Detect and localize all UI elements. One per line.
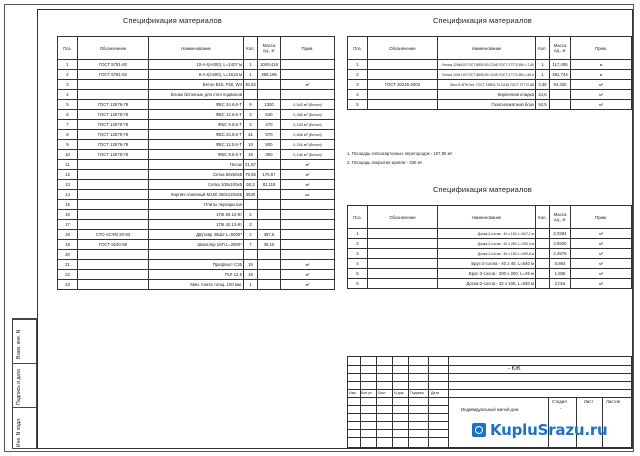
- column-header: Кол.: [536, 37, 550, 60]
- table-cell: Песок: [149, 160, 244, 170]
- table-cell: 2,4576: [550, 249, 571, 259]
- table-cell: шт.: [281, 190, 335, 200]
- table-cell: 3: [348, 80, 368, 90]
- notes: [347, 149, 453, 167]
- table-cell: ФБС 12.5.6-Т: [149, 140, 244, 150]
- table-cell: 79,55: [244, 170, 258, 180]
- table-header-row: [348, 37, 632, 60]
- watermark[interactable]: [472, 418, 634, 442]
- table-cell: [258, 270, 281, 280]
- table-row: [58, 180, 335, 190]
- table-cell: [78, 250, 149, 260]
- table-cell: 10-А-I(А400), L=1407 м: [149, 60, 244, 70]
- table-cell: 1: [348, 229, 368, 239]
- table-cell: 1: [348, 60, 368, 70]
- table-cell: ГОСТ 5781-82: [78, 60, 149, 70]
- table-cell: Уголок 125х8-В ГОСТ 8509-93 С245 ГОСТ 27772-88 L=7,60: [438, 60, 536, 70]
- table-cell: 117,495: [550, 60, 571, 70]
- table-cell: 3: [244, 220, 258, 230]
- table-cell: [536, 259, 550, 269]
- table-header-row: [348, 206, 632, 229]
- table-cell: ГОСТ 13579-78: [78, 130, 149, 140]
- table-row: [58, 60, 335, 70]
- table-cell: м³: [571, 100, 632, 110]
- drawing-code: - КЖ: [508, 366, 521, 372]
- table-cell: [281, 60, 335, 70]
- column-header: Масса ед., кг: [550, 206, 571, 229]
- table-cell: [258, 90, 281, 100]
- table-cell: м³: [571, 239, 632, 249]
- table-row: [58, 260, 335, 270]
- table-cell: [550, 90, 571, 100]
- table-cell: м³: [571, 229, 632, 239]
- table-cell: 3: [244, 120, 258, 130]
- table-cell: м³: [281, 80, 335, 90]
- table-row: [348, 239, 632, 249]
- table-cell: [368, 269, 438, 279]
- side-stamp-label-2: Подпись и дата: [16, 369, 22, 405]
- table-row: [58, 280, 335, 290]
- table-cell: [281, 220, 335, 230]
- column-header: Поз.: [348, 206, 368, 229]
- table-cell: [368, 239, 438, 249]
- table-row: [58, 240, 335, 250]
- table-cell: м³: [571, 259, 632, 269]
- tb-stage-value: -: [560, 406, 562, 411]
- table-cell: 6: [348, 279, 368, 289]
- table-cell: [78, 170, 149, 180]
- table-cell: [244, 250, 258, 260]
- table-cell: 2: [348, 70, 368, 80]
- table-cell: [244, 200, 258, 210]
- table-cell: Кирпичная кладка: [438, 90, 536, 100]
- right-spec-2-title: Спецификация материалов: [433, 185, 532, 194]
- table-row: [348, 70, 632, 80]
- table-cell: Газосиликатный блок: [438, 100, 536, 110]
- table-row: [58, 80, 335, 90]
- table-cell: м²: [281, 270, 335, 280]
- table-cell: 22: [58, 270, 78, 280]
- table-cell: [78, 180, 149, 190]
- table-cell: Сетка 50х50х5: [149, 170, 244, 180]
- table-cell: 17: [58, 220, 78, 230]
- table-cell: [368, 90, 438, 100]
- table-cell: Бетон В15, F50, W4: [149, 80, 244, 90]
- tb-col-izm: Изм.: [349, 391, 357, 395]
- table-cell: ФБС 9.5.6-Т: [149, 150, 244, 160]
- table-cell: 1: [536, 60, 550, 70]
- tb-sheet-header: Лист: [584, 399, 594, 404]
- search-icon: [472, 423, 486, 437]
- table-cell: [258, 80, 281, 90]
- note-1: 1. Площадь гипсокартонных перегородок - 107,85 м².: [347, 151, 454, 156]
- table-row: [58, 150, 335, 160]
- table-cell: 9: [244, 100, 258, 110]
- table-header-row: [58, 37, 335, 60]
- table-row: [58, 170, 335, 180]
- table-cell: 11: [58, 160, 78, 170]
- table-cell: [368, 60, 438, 70]
- column-header: Кол.: [536, 206, 550, 229]
- table-cell: 1ПК 60.12-8т: [149, 210, 244, 220]
- column-header: Наименование: [149, 37, 244, 60]
- table-cell: Блоки бетонные для стен подвалов: [149, 90, 244, 100]
- table-cell: [368, 70, 438, 80]
- table-cell: Плиты перекрытия: [149, 200, 244, 210]
- column-header: Прим.: [281, 37, 335, 60]
- column-header: Обозначение: [368, 206, 438, 229]
- table-cell: Профлист С35: [149, 260, 244, 270]
- table-cell: [258, 250, 281, 260]
- table-row: [348, 60, 632, 70]
- table-cell: 15: [58, 200, 78, 210]
- column-header: Поз.: [58, 37, 78, 60]
- table-row: [348, 259, 632, 269]
- table-cell: Швеллер 16П L=2800*: [149, 240, 244, 250]
- column-header: Прим.: [571, 37, 632, 60]
- table-cell: 2,46: [536, 80, 550, 90]
- table-cell: [78, 210, 149, 220]
- table-cell: м³: [571, 279, 632, 289]
- table-cell: Уголок 100х7-В ГОСТ 8509-93 С245 ГОСТ 27772-88 L=39,6: [438, 70, 536, 80]
- table-cell: 4: [58, 90, 78, 100]
- table-cell: [536, 269, 550, 279]
- table-cell: м³: [571, 90, 632, 100]
- table-cell: Сетка 100х100х5: [149, 180, 244, 190]
- table-cell: [536, 229, 550, 239]
- tb-sheets-header: Листов: [606, 399, 620, 404]
- table-cell: [78, 160, 149, 170]
- table-cell: 16: [58, 210, 78, 220]
- table-cell: [78, 220, 149, 230]
- table-cell: ФБС 9.6.6-Т: [149, 120, 244, 130]
- table-cell: 20: [58, 250, 78, 260]
- table-row: [348, 229, 632, 239]
- table-cell: м³: [571, 249, 632, 259]
- table-cell: 10: [58, 150, 78, 160]
- column-header: Наименование: [438, 206, 536, 229]
- right-spec-2-table: [347, 205, 632, 289]
- watermark-text: KupluSrazu.ru: [490, 421, 608, 439]
- table-cell: [368, 229, 438, 239]
- table-cell: [78, 190, 149, 200]
- table-cell: 13: [58, 180, 78, 190]
- column-header: Масса ед., кг: [258, 37, 281, 60]
- table-cell: 0,406 м³ (Бетон): [281, 130, 335, 140]
- table-row: [58, 190, 335, 200]
- table-cell: 24,6: [536, 90, 550, 100]
- table-cell: Доска-2-сосна - 40 х 100, L=507,1 м: [438, 229, 536, 239]
- table-cell: Брус-2-сосна - 200 х 200, L=45 м: [438, 269, 536, 279]
- table-cell: [149, 250, 244, 260]
- column-header: Прим.: [571, 206, 632, 229]
- table-cell: 5: [348, 269, 368, 279]
- table-cell: [281, 90, 335, 100]
- table-cell: [78, 90, 149, 100]
- table-row: [58, 110, 335, 120]
- table-cell: Доска-2-сосна - 40 х 150, L=409,6 м: [438, 249, 536, 259]
- right-spec-1-title: Спецификация материалов: [433, 16, 532, 25]
- table-cell: 18: [58, 230, 78, 240]
- table-row: [58, 230, 335, 240]
- table-cell: 19: [58, 240, 78, 250]
- table-cell: [78, 80, 149, 90]
- table-cell: 0,864: [550, 259, 571, 269]
- table-cell: 94,5: [536, 100, 550, 110]
- table-row: [58, 270, 335, 280]
- table-cell: 3: [348, 249, 368, 259]
- table-cell: [258, 260, 281, 270]
- table-cell: [258, 280, 281, 290]
- table-cell: Двутавр 35Ш2 L=5000*: [149, 230, 244, 240]
- tb-stage-header: Стадия: [552, 399, 567, 404]
- tb-col-kol: Кол.уч: [361, 391, 372, 395]
- tb-col-data: Дата: [431, 391, 439, 395]
- table-cell: Доска-2-сосна - 32 х 100, L=630 м: [438, 279, 536, 289]
- table-cell: 2,0284: [550, 229, 571, 239]
- table-row: [348, 100, 632, 110]
- table-cell: [78, 200, 149, 210]
- table-cell: [281, 250, 335, 260]
- table-cell: 359,196: [258, 70, 281, 80]
- column-header: Обозначение: [368, 37, 438, 60]
- table-cell: м²: [281, 260, 335, 270]
- table-cell: [258, 220, 281, 230]
- table-cell: 4: [348, 90, 368, 100]
- table-cell: 640: [258, 110, 281, 120]
- table-row: [348, 279, 632, 289]
- table-cell: ГОСТ 13579-78: [78, 100, 149, 110]
- table-cell: 12: [58, 170, 78, 180]
- table-cell: 1: [244, 280, 258, 290]
- note-2: 2. Площадь покрытия кровли - 330 м².: [347, 160, 424, 165]
- table-cell: 1ПК 42.12-8т: [149, 220, 244, 230]
- table-cell: 350: [258, 150, 281, 160]
- table-row: [58, 210, 335, 220]
- table-cell: ФБС 24.5.6-Т: [149, 130, 244, 140]
- table-cell: 15: [244, 270, 258, 280]
- table-row: [58, 250, 335, 260]
- side-stamp-label-1: Взам. инв. N: [16, 329, 22, 359]
- table-cell: Лист б-ЗПН-5ст. ГОСТ 19903-74 С245 ГОСТ 27772-88: [438, 80, 536, 90]
- table-cell: 2: [58, 70, 78, 80]
- tb-col-podpis: Подпись: [410, 391, 425, 395]
- table-cell: 970: [258, 130, 281, 140]
- table-cell: 2: [244, 230, 258, 240]
- table-cell: 2,5930: [550, 239, 571, 249]
- table-cell: 1: [58, 60, 78, 70]
- table-cell: [78, 270, 149, 280]
- table-cell: ФБС 12.6.6-Т: [149, 110, 244, 120]
- column-header: Поз.: [348, 37, 368, 60]
- table-cell: 30,52: [244, 80, 258, 90]
- table-cell: ГОСТ 30245-2003: [368, 80, 438, 90]
- table-cell: [281, 210, 335, 220]
- table-cell: [281, 200, 335, 210]
- table-cell: ГОСТ 8240-89: [78, 240, 149, 250]
- table-row: [348, 249, 632, 259]
- table-cell: [550, 100, 571, 110]
- table-cell: 7: [244, 240, 258, 250]
- table-cell: [258, 210, 281, 220]
- table-cell: 15: [244, 260, 258, 270]
- table-cell: ГОСТ 13579-78: [78, 150, 149, 160]
- table-cell: [536, 279, 550, 289]
- table-row: [58, 90, 335, 100]
- table-cell: 176,67: [258, 170, 281, 180]
- table-cell: 14: [58, 190, 78, 200]
- table-row: [58, 100, 335, 110]
- table-cell: м³: [281, 160, 335, 170]
- table-cell: 23: [58, 280, 78, 290]
- table-cell: [258, 200, 281, 210]
- tb-object-name: Индивидуальный жилой дом: [461, 407, 519, 412]
- table-row: [348, 80, 632, 90]
- table-cell: [281, 230, 335, 240]
- left-spec-title: Спецификация материалов: [123, 16, 222, 25]
- table-cell: 1: [244, 70, 258, 80]
- table-cell: 1300: [258, 100, 281, 110]
- table-cell: 0,265 м³ (Бетон): [281, 110, 335, 120]
- table-cell: ГОСТ 13579-78: [78, 120, 149, 130]
- table-cell: Доска-2-сосна - 40 х 250, L=259,3 м: [438, 239, 536, 249]
- table-cell: 0,543 м³ (Бетон): [281, 100, 335, 110]
- table-cell: 10: [244, 140, 258, 150]
- table-cell: м: [571, 70, 632, 80]
- table-cell: 381,744: [550, 70, 571, 80]
- table-cell: [536, 249, 550, 259]
- table-row: [58, 130, 335, 140]
- table-cell: 82,118: [258, 180, 281, 190]
- table-cell: 15: [244, 150, 258, 160]
- table-cell: Брус-2-сосна - 40 х 40, L=540 м: [438, 259, 536, 269]
- table-cell: 500: [258, 140, 281, 150]
- table-cell: [78, 280, 149, 290]
- table-cell: 9: [58, 140, 78, 150]
- table-cell: 31: [244, 130, 258, 140]
- table-row: [58, 220, 335, 230]
- table-cell: ГОСТ 13579-78: [78, 140, 149, 150]
- table-cell: м²: [281, 170, 335, 180]
- table-cell: 21: [58, 260, 78, 270]
- table-cell: [536, 239, 550, 249]
- tb-col-list: Лист: [378, 391, 386, 395]
- table-row: [58, 200, 335, 210]
- right-spec-1-table: [347, 36, 632, 110]
- table-cell: [78, 260, 149, 270]
- table-cell: 6: [58, 110, 78, 120]
- table-cell: [368, 100, 438, 110]
- table-cell: 1: [536, 70, 550, 80]
- table-cell: м³: [281, 280, 335, 290]
- table-row: [348, 90, 632, 100]
- table-cell: 1,936: [550, 269, 571, 279]
- table-cell: ГКЛ 12,5: [149, 270, 244, 280]
- table-cell: 0,216 м³ (Бетон): [281, 140, 335, 150]
- table-row: [348, 269, 632, 279]
- column-header: Обозначение: [78, 37, 149, 60]
- table-cell: 3: [244, 110, 258, 120]
- table-cell: Кирпич глиняный М150 250х120х65: [149, 190, 244, 200]
- left-spec-table: [57, 36, 335, 290]
- column-header: Кол.: [244, 37, 258, 60]
- table-cell: 2,016: [550, 279, 571, 289]
- table-cell: 6-А-I(А400), L=1618 м: [149, 70, 244, 80]
- table-cell: [368, 259, 438, 269]
- table-cell: [258, 160, 281, 170]
- table-cell: ГОСТ 5781-82: [78, 70, 149, 80]
- table-cell: м²: [281, 180, 335, 190]
- table-row: [58, 140, 335, 150]
- table-cell: м²: [571, 80, 632, 90]
- table-cell: ФБС 24.6.6-Т: [149, 100, 244, 110]
- table-cell: 470: [258, 120, 281, 130]
- table-cell: [281, 70, 335, 80]
- tb-col-ndok: N док.: [394, 391, 405, 395]
- table-row: [58, 120, 335, 130]
- table-cell: [244, 90, 258, 100]
- table-cell: 50,3: [244, 180, 258, 190]
- table-cell: 4: [348, 259, 368, 269]
- table-cell: 0,193 м³ (Бетон): [281, 120, 335, 130]
- table-cell: 39,10: [258, 240, 281, 250]
- table-cell: [258, 190, 281, 200]
- table-cell: 2: [348, 239, 368, 249]
- table-cell: 3530: [244, 190, 258, 200]
- table-cell: [281, 240, 335, 250]
- table-cell: 397,6: [258, 230, 281, 240]
- table-cell: СТО АСЧМ 20-93: [78, 230, 149, 240]
- table-cell: 21,67: [244, 160, 258, 170]
- table-cell: 0,146 м³ (Бетон): [281, 150, 335, 160]
- table-cell: 4: [244, 210, 258, 220]
- table-cell: 94,325: [550, 80, 571, 90]
- table-cell: Мин. плита толщ. 100 мм.: [149, 280, 244, 290]
- table-row: [58, 70, 335, 80]
- side-stamp: [12, 318, 37, 449]
- table-cell: ГОСТ 13579-78: [78, 110, 149, 120]
- table-cell: [368, 249, 438, 259]
- table-cell: 1: [244, 60, 258, 70]
- table-cell: 7: [58, 120, 78, 130]
- table-cell: 1049,416: [258, 60, 281, 70]
- table-row: [58, 160, 335, 170]
- table-cell: 3: [58, 80, 78, 90]
- table-cell: 8: [58, 130, 78, 140]
- table-cell: [368, 279, 438, 289]
- side-stamp-label-3: Инв. N подл.: [16, 417, 22, 447]
- table-cell: м: [571, 60, 632, 70]
- table-cell: м³: [571, 269, 632, 279]
- column-header: Наименование: [438, 37, 536, 60]
- table-cell: 5: [348, 100, 368, 110]
- table-cell: 5: [58, 100, 78, 110]
- column-header: Масса ед., кг: [550, 37, 571, 60]
